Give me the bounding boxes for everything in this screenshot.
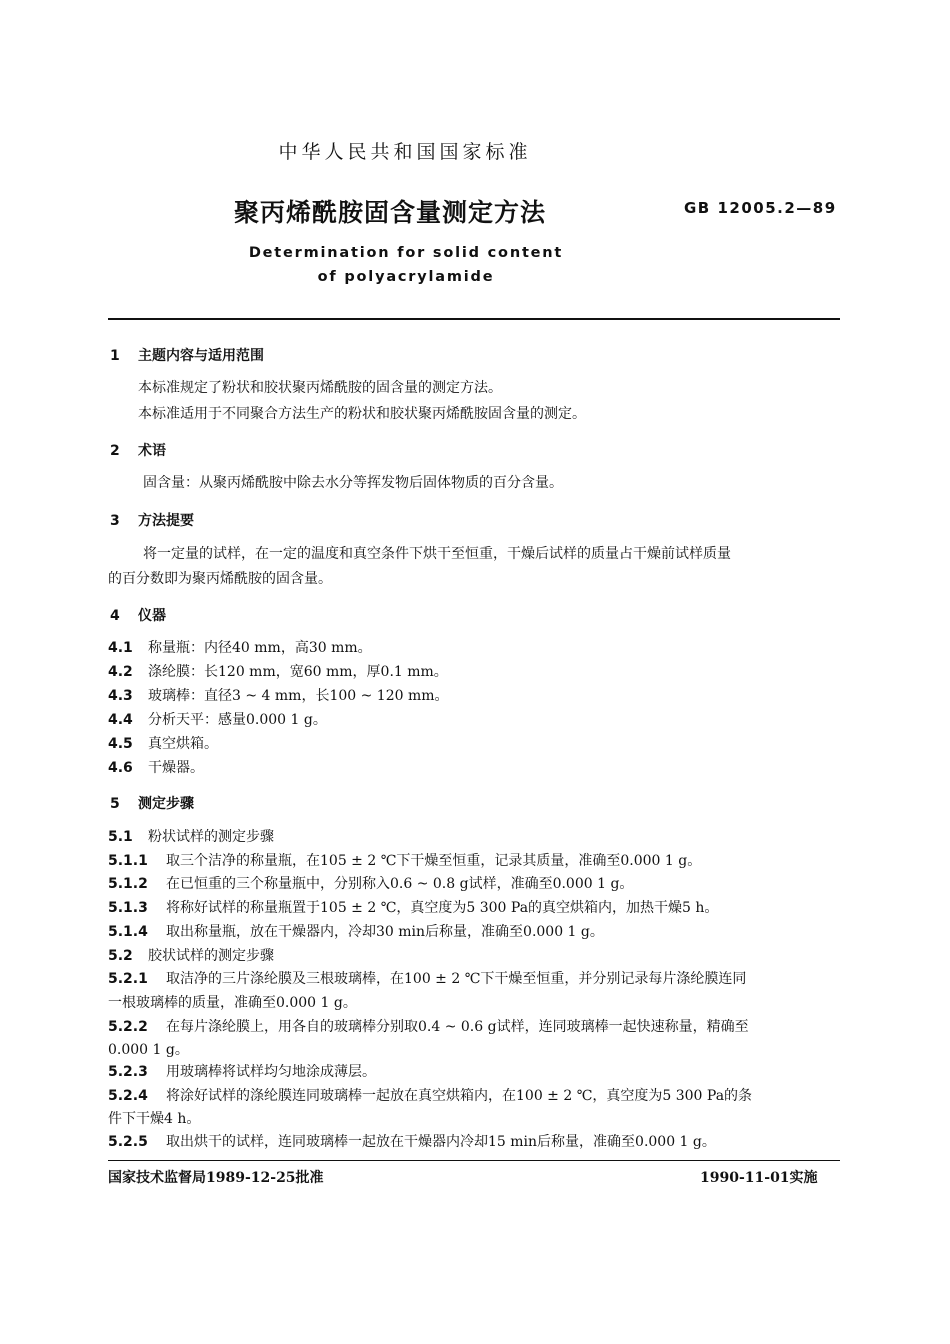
step-5-2-2-continuation: 0.000 1 g。 [108,1042,189,1058]
standard-code: GB 12005.2—89 [684,199,837,217]
step-5-2-5: 5.2.5 取出烘干的试样，连同玻璃棒一起放在干燥器内冷却15 min后称量，准确至0.000 1 g。 [108,1134,716,1150]
step-5-2-1-continuation: 一根玻璃棒的质量，准确至0.000 1 g。 [108,995,357,1011]
step-5-1-3: 5.1.3 将称好试样的称量瓶置于105 ± 2 ℃，真空度为5 300 Pa的真空烘箱内，加热干燥5 h。 [108,900,719,916]
section-3-paragraph-line-2: 的百分数即为聚丙烯酰胺的固含量。 [108,571,332,587]
english-title-line-1: Determination for solid content [248,245,564,261]
footer-divider [108,1160,840,1161]
step-5-1-1: 5.1.1 取三个洁净的称量瓶，在105 ± 2 ℃下干燥至恒重，记录其质量，准确至0.000 1 g。 [108,853,702,869]
implementation-date: 1990-11-01实施 [700,1170,818,1186]
section-2-paragraph: 固含量：从聚丙烯酰胺中除去水分等挥发物后固体物质的百分含量。 [143,475,563,491]
instrument-item: 4.2 涤纶膜：长120 mm，宽60 mm，厚0.1 mm。 [108,664,448,680]
section-4-heading: 4 仪器 [110,608,166,624]
header-divider [108,318,840,320]
step-5-1-4: 5.1.4 取出称量瓶，放在干燥器内，冷却30 min后称量，准确至0.000 1 g。 [108,924,604,940]
step-5-1-2: 5.1.2 在已恒重的三个称量瓶中，分别称入0.6 ~ 0.8 g试样，准确至0.000 1 g。 [108,876,634,892]
section-2-heading: 2 术语 [110,443,166,459]
instrument-item: 4.1 称量瓶：内径40 mm，高30 mm。 [108,640,372,656]
section-3-heading: 3 方法提要 [110,513,194,529]
subsection-5-2: 5.2 胶状试样的测定步骤 [108,948,274,964]
english-title-line-2: of polyacrylamide [317,269,495,285]
issuing-country-standard: 中华人民共和国国家标准 [278,141,532,163]
step-5-2-4: 5.2.4 将涂好试样的涤纶膜连同玻璃棒一起放在真空烘箱内，在100 ± 2 ℃，真空度为5 300 Pa的条 [108,1088,753,1104]
step-5-2-1: 5.2.1 取洁净的三片涤纶膜及三根玻璃棒，在100 ± 2 ℃下干燥至恒重，并分别记录每片涤纶膜连同 [108,971,747,987]
section-1-paragraph-2: 本标准适用于不同聚合方法生产的粉状和胶状聚丙烯酰胺固含量的测定。 [138,406,586,422]
section-5-heading: 5 测定步骤 [110,796,194,812]
section-1-paragraph-1: 本标准规定了粉状和胶状聚丙烯酰胺的固含量的测定方法。 [138,380,502,396]
step-5-2-3: 5.2.3 用玻璃棒将试样均匀地涂成薄层。 [108,1064,376,1080]
instrument-item: 4.6 干燥器。 [108,760,204,776]
instrument-item: 4.5 真空烘箱。 [108,736,218,752]
step-5-2-4-continuation: 件下干燥4 h。 [108,1111,201,1127]
document-title: 聚丙烯酰胺固含量测定方法 [234,198,547,227]
step-5-2-2: 5.2.2 在每片涤纶膜上，用各自的玻璃棒分别取0.4 ~ 0.6 g试样，连同玻璃棒一起快速称量，精确至 [108,1019,749,1035]
subsection-5-1: 5.1 粉状试样的测定步骤 [108,829,274,845]
instrument-item: 4.3 玻璃棒：直径3 ~ 4 mm，长100 ~ 120 mm。 [108,688,449,704]
section-1-heading: 1 主题内容与适用范围 [110,348,264,364]
instrument-item: 4.4 分析天平：感量0.000 1 g。 [108,712,327,728]
section-3-paragraph-line-1: 将一定量的试样，在一定的温度和真空条件下烘干至恒重，干燥后试样的质量占干燥前试样质量 [143,546,731,562]
approval-date: 国家技术监督局1989-12-25批准 [108,1170,324,1186]
